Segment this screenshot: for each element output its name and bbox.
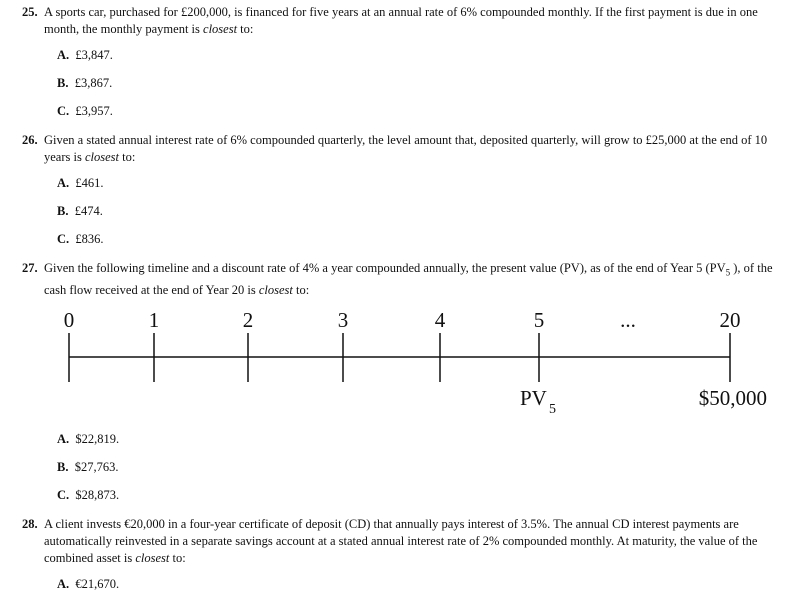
timeline-label: 0 [63, 308, 75, 332]
answer-option [57, 231, 104, 248]
question-text [44, 516, 774, 567]
question-text-emphasis: closest [84, 150, 119, 164]
option-text: £3,957. [75, 104, 113, 118]
option-letter: C. [57, 488, 70, 502]
question-text [44, 132, 774, 166]
answer-option [57, 431, 119, 448]
answer-option [57, 103, 113, 120]
pv-subscript: 5 [549, 402, 556, 417]
question-text-emphasis: closest [203, 22, 238, 36]
option-letter: A. [57, 176, 70, 190]
question-text-part: Given a stated annual interest rate of 6% compounded quarterly, the level amount that, deposited quarterly, will grow to £25,000 at the end of 10 years is [44, 133, 768, 164]
option-text: £474. [74, 204, 103, 218]
question-text-part: to: [169, 551, 186, 565]
answer-option [57, 75, 112, 92]
question-text-emphasis: closest [135, 551, 170, 565]
question-27 [22, 260, 774, 299]
option-text: £3,847. [75, 48, 113, 62]
pv-label: PV [520, 386, 547, 410]
question-text-part: A client invests €20,000 in a four-year certificate of deposit (CD) that annually pays interest of 3.5%. The annual CD interest payments are automatically reinvested in a separate savings account at a stated annual interest rate of 2% compounded monthly. At maturity, the value of the combined asset is [44, 517, 758, 565]
option-text: €21,670. [75, 577, 120, 591]
timeline-label: 3 [337, 308, 349, 332]
option-letter: B. [57, 204, 69, 218]
question-text [44, 260, 774, 299]
question-text [44, 4, 774, 38]
option-letter: A. [57, 577, 70, 591]
option-letter: A. [57, 432, 70, 446]
question-number: 27. [22, 261, 38, 275]
option-text: $22,819. [75, 432, 120, 446]
timeline-label: 2 [242, 308, 254, 332]
question-text-part: Given the following timeline and a discount rate of 4% a year compounded annually, the present value (PV), as of the end of Year 5 (PV [44, 261, 726, 275]
question-number: 26. [22, 133, 38, 147]
option-text: $27,763. [74, 460, 119, 474]
question-28 [22, 516, 774, 567]
answer-option [57, 576, 119, 593]
question-25 [22, 4, 774, 38]
option-letter: B. [57, 460, 69, 474]
option-text: £461. [75, 176, 104, 190]
option-letter: B. [57, 76, 69, 90]
option-text: $28,873. [75, 488, 120, 502]
question-text-part: to: [292, 282, 310, 297]
timeline-label: 4 [434, 308, 446, 332]
option-text: £3,867. [74, 76, 113, 90]
timeline-label: 5 [533, 308, 545, 332]
answer-option [57, 175, 104, 192]
question-26 [22, 132, 774, 166]
cash-flow-timeline [0, 300, 800, 420]
answer-option [57, 203, 103, 220]
question-text-emphasis: closest [258, 282, 293, 297]
timeline-label: 20 [719, 308, 741, 332]
option-letter: C. [57, 104, 70, 118]
question-number: 25. [22, 5, 38, 19]
question-number: 28. [22, 517, 38, 531]
question-text-part: to: [119, 150, 136, 164]
option-letter: A. [57, 48, 70, 62]
question-text-part: to: [237, 22, 254, 36]
question-text-part: ), of the cash flow received at the end of Year 20 is [44, 261, 773, 297]
timeline-ellipsis: ... [620, 308, 636, 332]
question-text-part: A sports car, purchased for £200,000, is financed for five years at an annual rate of 6% compounded monthly. If the first payment is due in one month, the monthly payment is [44, 5, 758, 36]
answer-option [57, 47, 113, 64]
question-text-subscript: 5 [725, 267, 731, 278]
answer-option [57, 459, 118, 476]
option-letter: C. [57, 232, 70, 246]
cash-flow-label: $50,000 [698, 386, 767, 410]
option-text: £836. [75, 232, 104, 246]
timeline-label: 1 [148, 308, 160, 332]
answer-option [57, 487, 119, 504]
